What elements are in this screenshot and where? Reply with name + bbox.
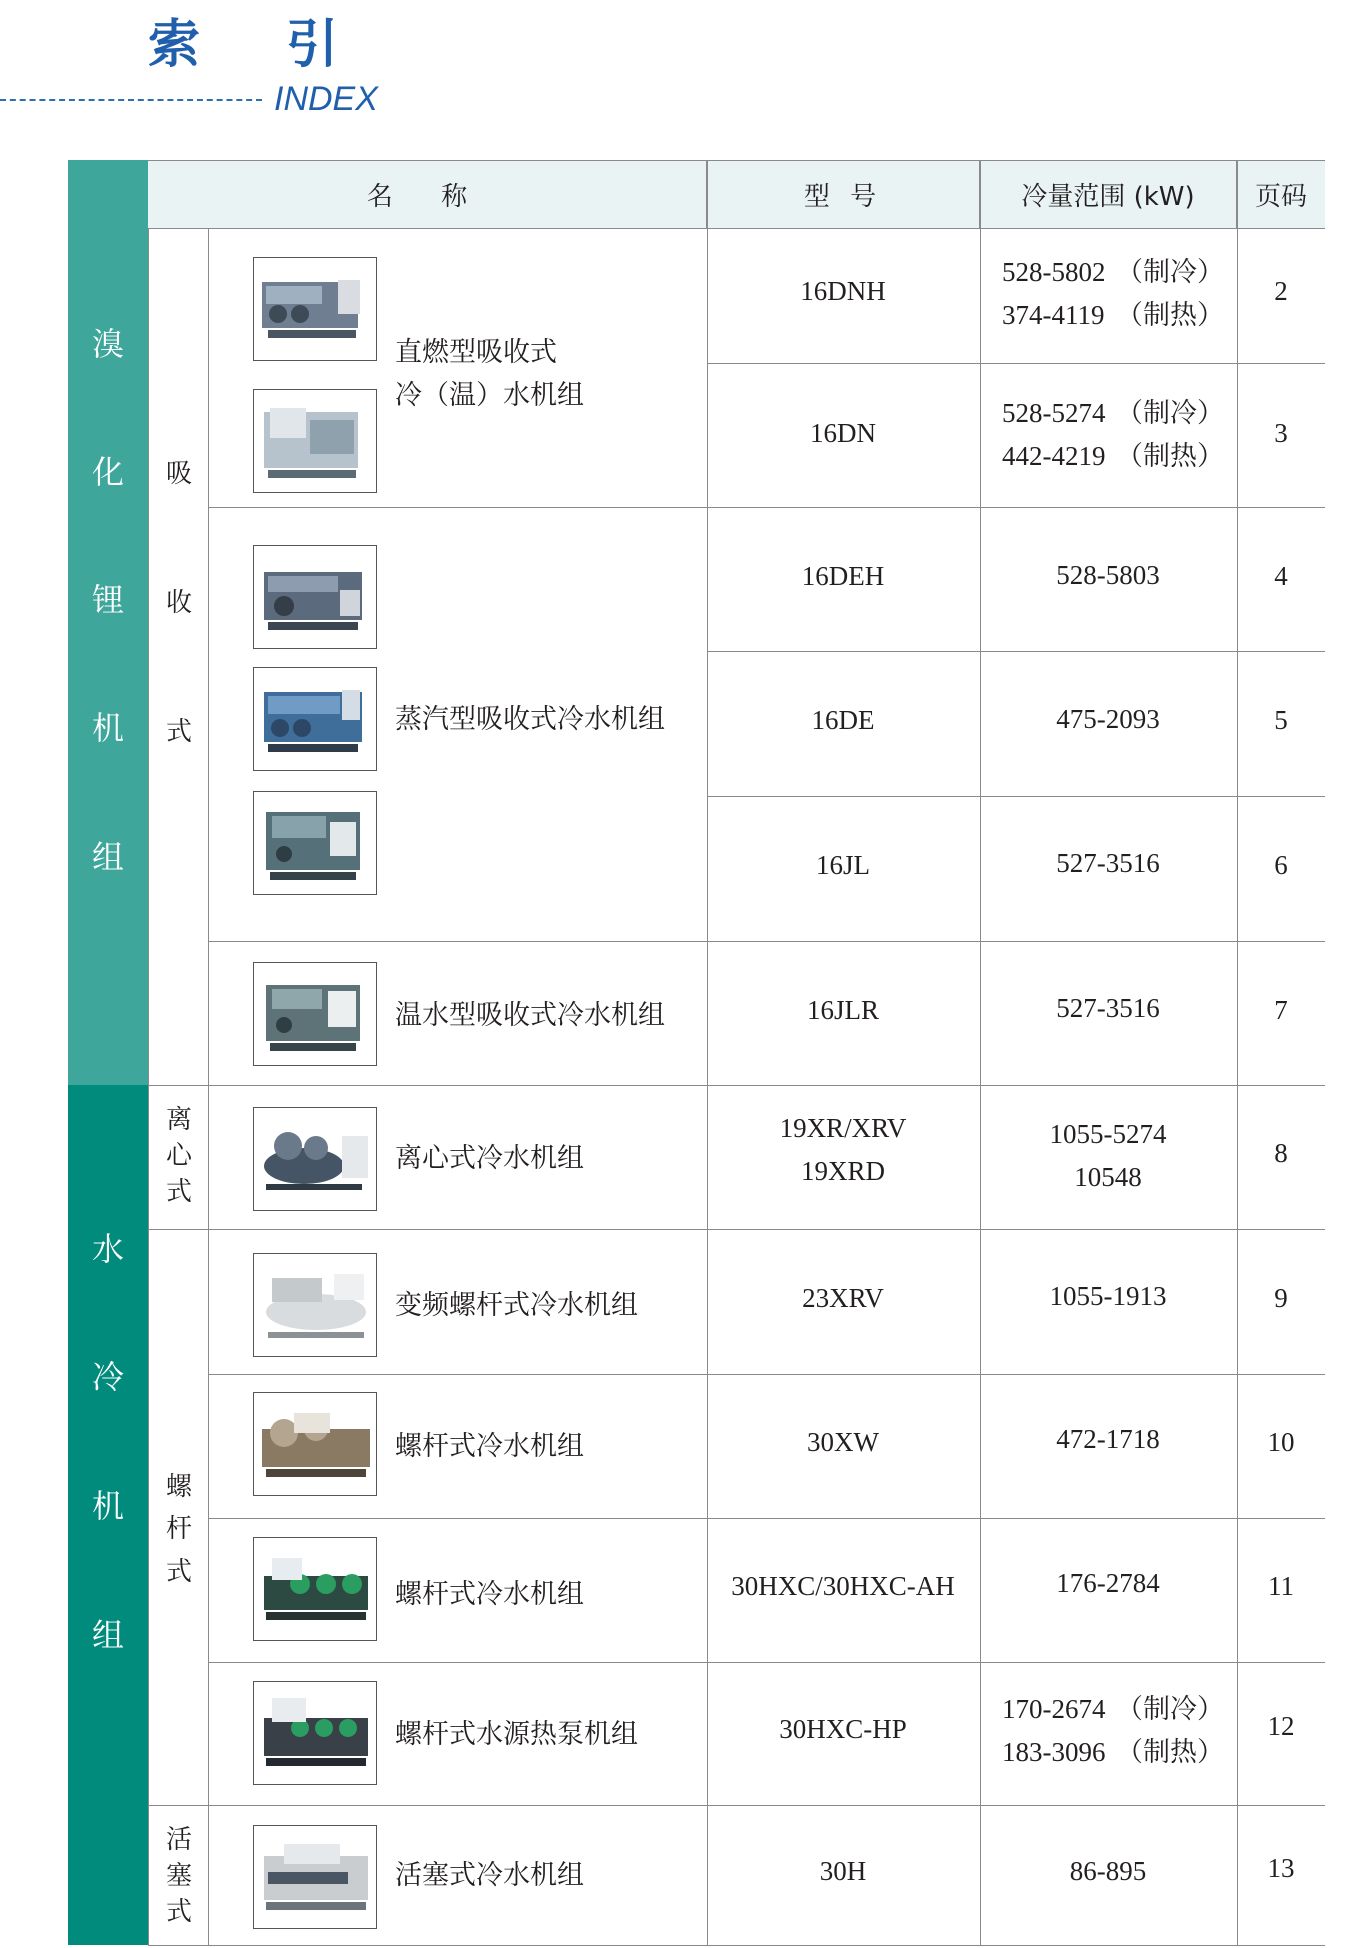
col-header-page-text: 页码 (1254, 181, 1307, 212)
range-value: 442-4219 (1002, 441, 1106, 471)
range-cell (980, 848, 1236, 879)
model-line: 19XR/XRV (779, 1113, 907, 1143)
product-image (253, 545, 377, 649)
product-image (253, 791, 377, 895)
product-image (253, 667, 377, 771)
page-title: 索 引 (148, 15, 373, 75)
range-tag: （制冷） (1116, 1694, 1224, 1724)
product-name: 蒸汽型吸收式冷水机组 (395, 704, 665, 735)
row-rule (707, 363, 1325, 364)
page-cell: 5 (1274, 705, 1288, 735)
model-cell: 30H (819, 1856, 867, 1886)
row-rule (208, 507, 1325, 508)
page-cell: 7 (1274, 995, 1288, 1025)
row-rule (208, 1662, 1325, 1663)
range-tag: （制冷） (1116, 257, 1224, 287)
row-rule (208, 1374, 1325, 1375)
product-image (253, 1253, 377, 1357)
subgroup-label-char: 塞 (165, 1861, 192, 1891)
model-cell: 16DEH (801, 561, 885, 591)
range-cell (980, 1281, 1236, 1312)
range-cell (980, 560, 1236, 591)
product-name: 变频螺杆式冷水机组 (395, 1290, 638, 1321)
product-image (253, 1537, 377, 1641)
range-value: 86-895 (1069, 1856, 1147, 1886)
group-label-char: 锂 (91, 581, 124, 619)
product-image (253, 257, 377, 361)
subgroup-reciprocating (148, 1805, 209, 1945)
model-cell: 30XW (807, 1427, 879, 1457)
model-cell: 16JLR (806, 995, 879, 1025)
product-image (253, 1825, 377, 1929)
product-name: 活塞式冷水机组 (395, 1860, 584, 1891)
row-rule (148, 1805, 1325, 1806)
subgroup-absorption (148, 228, 209, 1085)
range-tag: （制热） (1116, 300, 1224, 330)
subgroup-label-char: 式 (165, 717, 192, 747)
product-image (253, 1681, 377, 1785)
page-cell: 11 (1268, 1571, 1294, 1601)
range-cell (980, 1568, 1236, 1599)
subgroup-centrifugal (148, 1085, 209, 1229)
product-name: 螺杆式冷水机组 (395, 1431, 584, 1462)
range-value: 170-2674 (1002, 1694, 1106, 1724)
group-label-char: 组 (91, 1616, 124, 1654)
range-cell (980, 1688, 1236, 1774)
col-header-model-text: 型 号 (803, 181, 883, 212)
product-image (253, 1392, 377, 1496)
row-rule (707, 651, 1325, 652)
heading-dashed-rule (0, 99, 262, 101)
header-rule (148, 228, 1325, 229)
product-name-line: 直燃型吸收式 (395, 337, 557, 368)
page-subtitle: INDEX (274, 80, 378, 118)
group-label-char: 机 (91, 1487, 124, 1525)
range-cell (980, 1424, 1236, 1455)
range-cell (980, 1113, 1236, 1199)
col-rule (208, 228, 209, 1945)
subgroup-label-char: 收 (165, 588, 192, 618)
group-label-char: 组 (91, 838, 124, 876)
range-value: 176-2784 (1056, 1568, 1160, 1598)
range-value: 10548 (1074, 1162, 1142, 1192)
range-value: 527-3516 (1056, 993, 1160, 1023)
product-image (253, 962, 377, 1066)
page-cell: 2 (1274, 276, 1288, 306)
range-tag: （制热） (1116, 1737, 1224, 1767)
product-name: 螺杆式冷水机组 (395, 1579, 584, 1610)
page-cell: 10 (1267, 1427, 1295, 1457)
subgroup-label-char: 螺 (165, 1472, 192, 1502)
product-name (395, 331, 584, 417)
group-band-water (68, 1085, 148, 1945)
subgroup-label-char: 式 (165, 1897, 192, 1927)
page-cell: 9 (1274, 1283, 1288, 1313)
range-tag: （制冷） (1116, 398, 1224, 428)
product-name: 螺杆式水源热泵机组 (395, 1719, 638, 1750)
col-header-range-text: 冷量范围 (kW) (1021, 181, 1195, 212)
model-cell: 16JL (816, 850, 870, 880)
page-cell: 4 (1274, 561, 1288, 591)
subgroup-label-char: 杆 (165, 1514, 192, 1544)
table-border-bottom (148, 1945, 1325, 1946)
model-line: 19XRD (800, 1156, 885, 1186)
group-label-char: 溴 (91, 325, 124, 363)
range-line (980, 1731, 1236, 1774)
product-image (253, 389, 377, 493)
range-tag: （制热） (1116, 441, 1224, 471)
range-value: 1055-1913 (1049, 1281, 1167, 1311)
range-value: 528-5802 (1002, 257, 1106, 287)
range-line (980, 251, 1236, 294)
row-rule (208, 941, 1325, 942)
group-band-libr (68, 160, 148, 1085)
range-value: 527-3516 (1056, 848, 1160, 878)
group-label-char: 机 (91, 709, 124, 747)
range-cell (980, 392, 1236, 478)
model-cell: 16DNH (800, 276, 886, 306)
page-cell: 13 (1267, 1853, 1295, 1883)
product-name: 离心式冷水机组 (395, 1143, 584, 1174)
col-header-model (707, 160, 980, 228)
range-value: 472-1718 (1056, 1424, 1160, 1454)
range-line (980, 435, 1236, 478)
subgroup-screw (148, 1229, 209, 1805)
range-value: 475-2093 (1056, 704, 1160, 734)
range-value: 1055-5274 (1049, 1119, 1167, 1149)
col-header-range (980, 160, 1237, 228)
model-cell: 16DN (810, 418, 876, 448)
row-rule (208, 1518, 1325, 1519)
row-rule (148, 1085, 1325, 1086)
model-cell (707, 1107, 979, 1193)
group-label-char: 冷 (91, 1358, 124, 1396)
range-line (980, 1688, 1236, 1731)
subgroup-label-char: 离 (165, 1105, 192, 1135)
model-cell: 30HXC-HP (779, 1714, 907, 1744)
range-value: 528-5803 (1056, 560, 1160, 590)
model-cell: 16DE (811, 705, 875, 735)
row-rule (148, 1229, 1325, 1230)
col-header-page (1237, 160, 1325, 228)
range-cell (980, 704, 1236, 735)
subgroup-label-char: 心 (165, 1141, 192, 1171)
product-name-line: 冷（温）水机组 (395, 380, 584, 411)
group-label-char: 化 (91, 453, 124, 491)
subgroup-label-char: 活 (165, 1825, 192, 1855)
subgroup-label-char: 式 (165, 1177, 192, 1207)
product-name: 温水型吸收式冷水机组 (395, 1000, 665, 1031)
range-value: 374-4119 (1002, 300, 1105, 330)
product-image (253, 1107, 377, 1211)
subgroup-label-char: 吸 (165, 459, 192, 489)
range-cell (980, 993, 1236, 1024)
row-rule (707, 796, 1325, 797)
range-cell (980, 251, 1236, 337)
page-cell: 12 (1267, 1711, 1295, 1741)
range-line (980, 294, 1236, 337)
range-value: 183-3096 (1002, 1737, 1106, 1767)
model-cell: 23XRV (802, 1283, 884, 1313)
col-header-name-text: 名 称 (366, 181, 488, 212)
table-border-top (148, 160, 1325, 161)
group-label-char: 水 (91, 1230, 124, 1268)
subgroup-label-char: 式 (165, 1557, 192, 1587)
model-cell: 30HXC/30HXC-AH (731, 1571, 955, 1601)
col-header-name (148, 160, 707, 228)
range-cell (980, 1856, 1236, 1887)
range-line (980, 392, 1236, 435)
range-value: 528-5274 (1002, 398, 1106, 428)
page-cell: 8 (1274, 1138, 1288, 1168)
page-cell: 3 (1274, 418, 1288, 448)
page-cell: 6 (1274, 850, 1288, 880)
